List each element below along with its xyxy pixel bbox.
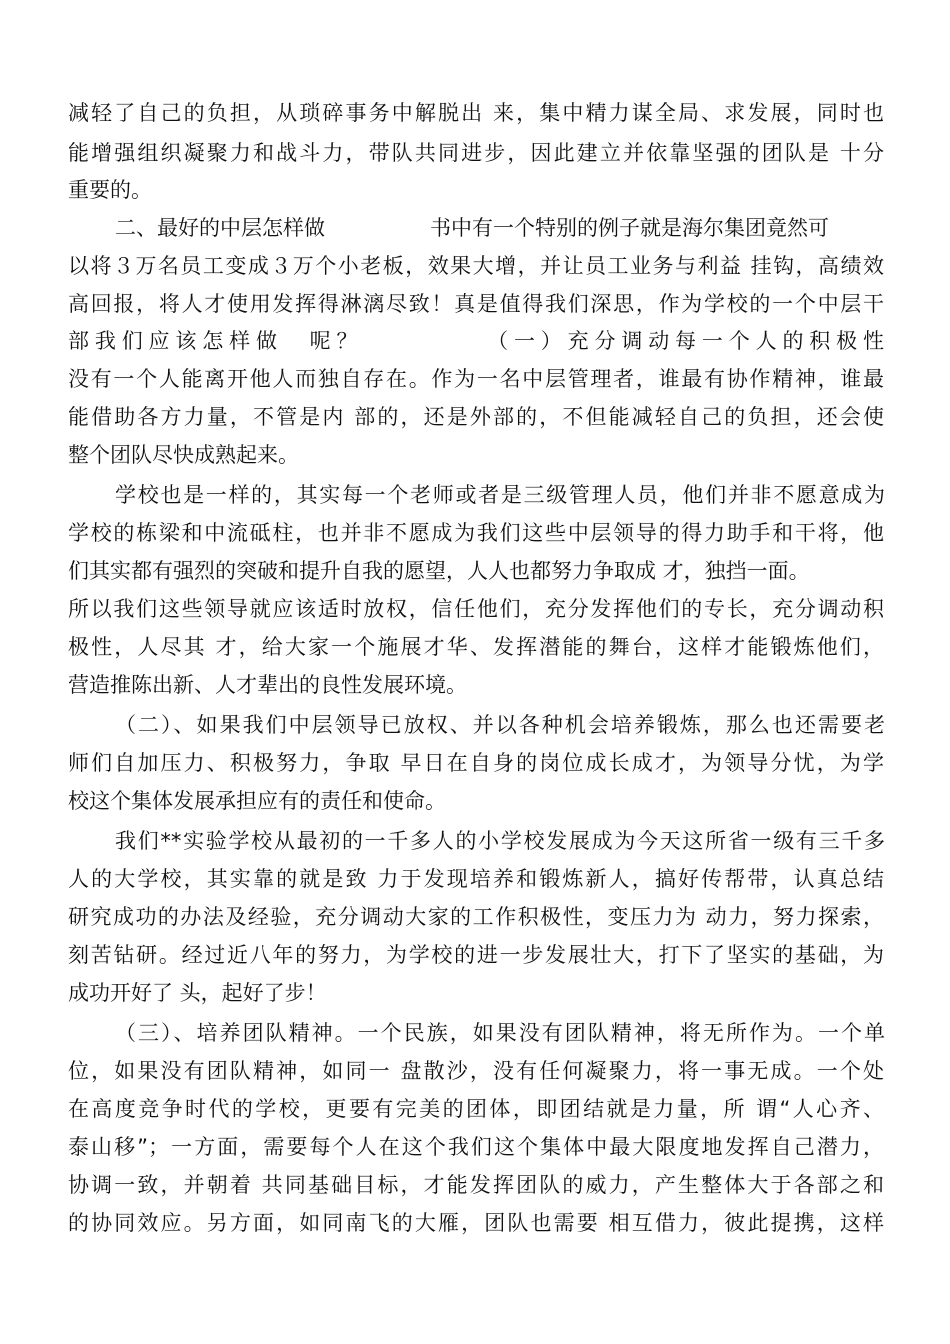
text-line: 师们自加压力、积极努力，争取 早日在自身的岗位成长成才，为领导分忧，为学	[68, 751, 884, 775]
text-line: 研究成功的办法及经验，充分调动大家的工作积极性，变压力为 动力，努力探索，	[68, 905, 884, 929]
text-line: 以将３万名员工变成３万个小老板，效果大增，并让员工业务与利益 挂钩，高绩效	[68, 254, 884, 278]
text-line: 学校也是一样的，其实每一个老师或者是三级管理人员，他们并非不愿意成为	[115, 483, 885, 507]
text-line: 二、最好的中层怎样做 书中有一个特别的例子就是海尔集团竟然可	[115, 216, 829, 240]
text-line: 减轻了自己的负担，从琐碎事务中解脱出 来，集中精力谋全局、求发展，同时也	[68, 101, 884, 125]
text-line: 校这个集体发展承担应有的责任和使命。	[68, 789, 446, 813]
text-line: 营造推陈出新、人才辈出的良性发展环境。	[68, 673, 467, 697]
text-line: 没有一个人能离开他人而独自存在。作为一名中层管理者，谁最有协作精神，谁最	[68, 367, 884, 391]
text-line: 人的大学校，其实靠的就是致 力于发现培养和锻炼新人，搞好传帮带，认真总结	[68, 867, 884, 891]
text-line: 泰山移”；一方面，需要每个人在这个我们这个集体中最大限度地发挥自己潜力，	[68, 1135, 884, 1159]
text-line: 位，如果没有团队精神，如同一 盘散沙，没有任何凝聚力，将一事无成。一个处	[68, 1059, 884, 1083]
text-line: 极性，人尽其 才，给大家一个施展才华、发挥潜能的舞台，这样才能锻炼他们，	[68, 635, 884, 659]
text-line: 学校的栋梁和中流砥柱，也并非不愿成为我们这些中层领导的得力助手和干将，他	[68, 521, 884, 545]
text-line: 在高度竞争时代的学校，更要有完美的团体，即团结就是力量，所 谓“人心齐、	[68, 1097, 884, 1121]
text-line: 重要的。	[68, 178, 152, 202]
text-line: 能借助各方力量，不管是内 部的，还是外部的，不但能减轻自己的负担，还会使	[68, 405, 884, 429]
text-line: 部我们应该怎样做 呢？ （一）充分调动每一个人的积极性	[68, 329, 884, 353]
text-line: 我们**实验学校从最初的一千多人的小学校发展成为今天这所省一级有三千多	[115, 829, 885, 853]
text-line: 刻苦钻研。经过近八年的努力，为学校的进一步发展壮大，打下了坚实的基础，为	[68, 943, 884, 967]
text-line: （二）、如果我们中层领导已放权、并以各种机会培养锻炼，那么也还需要老	[115, 713, 885, 737]
text-line: 们其实都有强烈的突破和提升自我的愿望，人人也都努力争取成 才，独挡一面。	[68, 559, 810, 583]
text-line: 协调一致，并朝着 共同基础目标，才能发挥团队的威力，产生整体大于各部之和	[68, 1173, 884, 1197]
text-line: 高回报，将人才使用发挥得淋漓尽致！真是值得我们深思，作为学校的一个中层干	[68, 292, 884, 316]
text-line: 能增强组织凝聚力和战斗力，带队共同进步，因此建立并依靠坚强的团队是 十分	[68, 141, 884, 165]
text-line: 所以我们这些领导就应该适时放权，信任他们，充分发挥他们的专长，充分调动积	[68, 597, 884, 621]
text-line: （三）、培养团队精神。一个民族，如果没有团队精神，将无所作为。一个单	[115, 1021, 885, 1045]
text-line: 的协同效应。另方面，如同南飞的大雁，团队也需要 相互借力，彼此提携，这样	[68, 1211, 884, 1235]
text-line: 整个团队尽快成熟起来。	[68, 443, 299, 467]
text-line: 成功开好了 头，起好了步！	[68, 981, 327, 1005]
